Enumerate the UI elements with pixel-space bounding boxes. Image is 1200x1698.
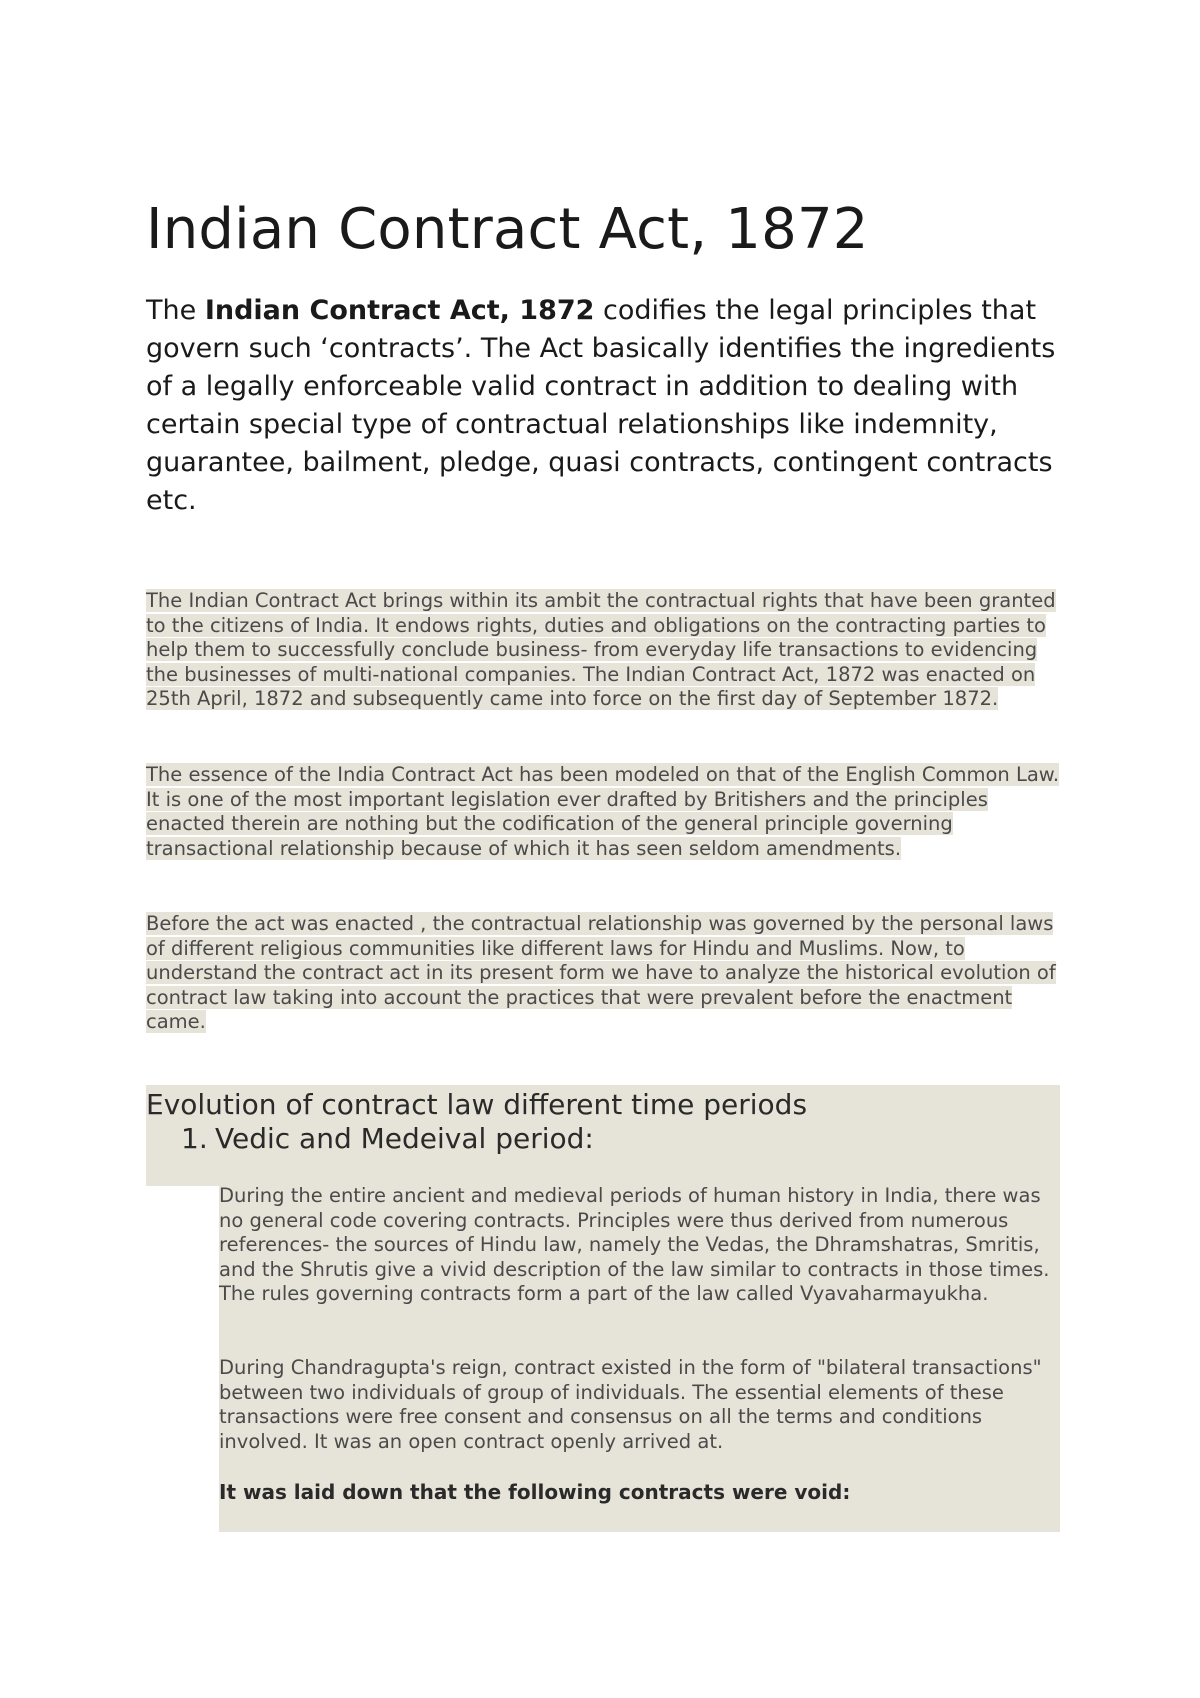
evolution-list-item [181, 1122, 594, 1156]
intro-rest: codifies the legal principles that govern such ‘contracts’. The Act basically identifies the ingredients of a legally enforceable valid contract in addition to dealing with certain special type of contractual relationships like indemnity, guarantee, bailment, pledge, quasi contracts, contingent contracts etc. [146, 295, 1056, 516]
document-title: Indian Contract Act, 1872 [146, 197, 869, 262]
evolution-heading: Evolution of contract law different time periods [146, 1088, 808, 1121]
sub-paragraph-chandragupta: During Chandragupta's reign, contract existed in the form of "bilateral transactions" between two individuals of group of individuals. The essential elements of these transactions were free consent and consensus on all the terms and conditions involved. It was an open contract openly arrived at. [219, 1356, 1042, 1453]
intro-paragraph [146, 292, 1076, 520]
list-item-title: Vedic and Medeival period: [215, 1122, 594, 1155]
paragraph-essence-text: The essence of the India Contract Act has been modeled on that of the English Common Law. It is one of the most important legislation ever drafted by Britishers and the principles enacted therein are nothing but the codification of the general principle governing transactional relationship because of which it has seen seldom amendments. [146, 763, 1060, 860]
paragraph-before-act [146, 912, 1066, 1035]
paragraph-essence [146, 763, 1066, 861]
intro-bold-act-name: Indian Contract Act, 1872 [204, 295, 595, 326]
paragraph-ambit-text: The Indian Contract Act brings within its ambit the contractual rights that have been granted to the citizens of India. It endows rights, duties and obligations on the contracting parties to help them to successfully conclude business- from everyday life transactions to evidencing the businesses of multi-national companies. The Indian Contract Act, 1872 was enacted on 25th April, 1872 and subsequently came into force on the first day of September 1872. [146, 589, 1056, 711]
paragraph-ambit [146, 589, 1066, 712]
intro-lead: The [146, 295, 205, 326]
void-contracts-lead: It was laid down that the following contracts were void: [219, 1480, 851, 1504]
list-item-number: 1. [181, 1122, 208, 1155]
sub-paragraph-ancient: During the entire ancient and medieval periods of human history in India, there was no general code covering contracts. Principles were thus derived from numerous references- the sources of Hindu law, namely the Vedas, the Dhramshatras, Smritis, and the Shrutis give a vivid description of the law similar to contracts in those times. The rules governing contracts form a part of the law called Vyavaharmayukha. [219, 1184, 1050, 1306]
paragraph-before-act-text: Before the act was enacted , the contractual relationship was governed by the personal laws of different religious communities like different laws for Hindu and Muslims. Now, to understand the contract act in its present form we have to analyze the historical evolution of contract law taking into account the practices that were prevalent before the enactment came. [146, 912, 1056, 1034]
